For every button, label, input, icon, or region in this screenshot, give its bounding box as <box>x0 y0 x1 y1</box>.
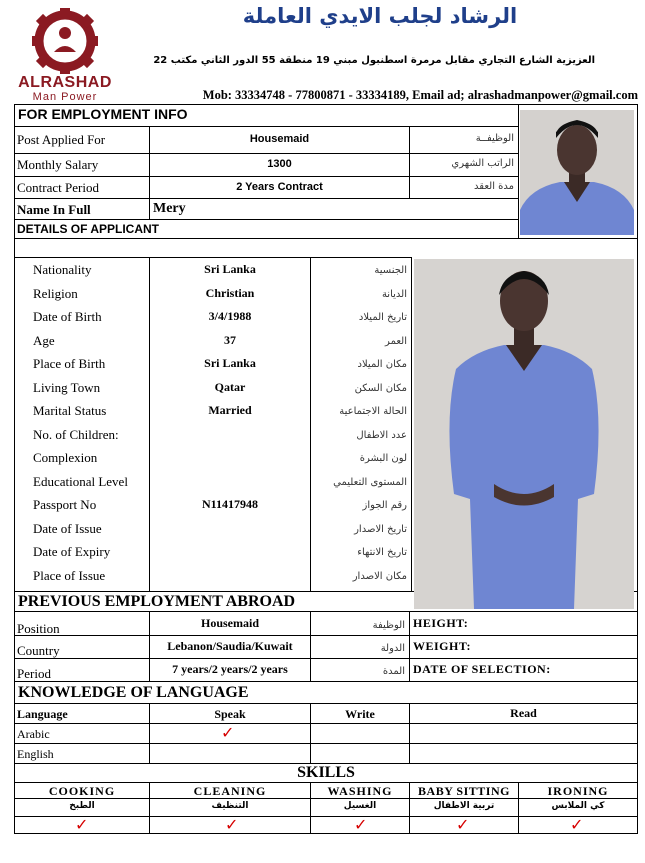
emp-label-salary: Monthly Salary <box>17 157 99 172</box>
check-icon: ✓ <box>75 815 89 834</box>
emp-label-post: Post Applied For <box>17 132 106 147</box>
applicant-label: Educational Level <box>33 473 128 489</box>
emp-value-post: Housemaid <box>249 133 310 145</box>
prev-ar-country: الدولة <box>380 643 405 654</box>
applicant-label: Living Town <box>33 379 101 395</box>
lang-col-language: Language <box>17 707 68 721</box>
lang-col-speak: Speak <box>214 707 246 721</box>
check-icon: ✓ <box>570 815 584 834</box>
emp-value-contract: 2 Years Contract <box>236 181 323 193</box>
skill-ar-ironing: كي الملابس <box>551 801 605 811</box>
applicant-label: Age <box>33 332 55 348</box>
applicant-value: Qatar <box>214 379 246 394</box>
applicant-value: 3/4/1988 <box>208 309 252 323</box>
prev-label-country: Country <box>17 643 60 658</box>
lang-col-read: Read <box>510 706 537 720</box>
applicant-label-ar: المستوى التعليمي <box>333 476 407 488</box>
check-icon: ✓ <box>456 815 470 834</box>
skill-cooking: COOKING <box>48 784 116 798</box>
lang-row-arabic: Arabic <box>17 727 50 741</box>
emp-ar-post: الوظيفــة <box>475 133 514 144</box>
skill-babysitting: BABY SITTING <box>418 784 510 798</box>
prev-ar-position: الوظيفة <box>372 620 405 631</box>
applicant-label: Place of Issue <box>33 567 106 583</box>
applicant-value: 37 <box>224 332 236 347</box>
lang-row-english: English <box>17 747 54 761</box>
name-value: Mery <box>153 201 186 216</box>
logo <box>14 6 116 103</box>
skill-ar-washing: الغسيل <box>343 801 377 811</box>
check-icon: ✓ <box>221 723 235 742</box>
language-heading: KNOWLEDGE OF LANGUAGE <box>18 684 249 701</box>
applicant-label-ar: لون البشرة <box>359 453 407 464</box>
employment-heading: FOR EMPLOYMENT INFO <box>18 106 188 122</box>
applicant-label: Place of Birth <box>33 356 106 371</box>
page-title: الرشاد لجلب الايدي العاملة <box>242 4 518 28</box>
applicant-label-ar: تاريخ الانتهاء <box>357 547 407 558</box>
prev-right-weight: WEIGHT: <box>413 639 471 653</box>
skill-ar-babysitting: تربية الاطفال <box>433 801 495 811</box>
prev-value-period: 7 years/2 years/2 years <box>172 662 288 676</box>
applicant-label: Date of Issue <box>33 520 102 536</box>
logo-gear-icon <box>14 6 116 76</box>
skills-heading: SKILLS <box>297 764 355 781</box>
applicant-value: Christian <box>205 285 255 300</box>
applicant-label-ar: مكان الميلاد <box>357 359 407 370</box>
prev-label-position: Position <box>17 621 60 636</box>
applicant-label: No. of Children: <box>33 426 119 442</box>
check-icon: ✓ <box>354 815 368 834</box>
emp-ar-contract: مدة العقد <box>474 181 514 192</box>
logo-brand: ALRASHAD <box>18 74 112 91</box>
name-label: Name In Full <box>17 202 91 217</box>
applicant-label: Passport No <box>33 497 97 512</box>
applicant-label: Religion <box>33 285 78 301</box>
emp-value-salary: 1300 <box>267 158 292 170</box>
applicant-heading: DETAILS OF APPLICANT <box>17 222 159 236</box>
applicant-label-ar: الديانة <box>381 288 407 300</box>
skill-ar-cooking: الطبخ <box>69 801 95 811</box>
lang-col-write: Write <box>345 707 375 721</box>
applicant-value: Sri Lanka <box>204 262 256 276</box>
applicant-label-ar: رقم الجواز <box>362 500 407 511</box>
applicant-value: Sri Lanka <box>204 356 256 370</box>
applicant-label-ar: مكان السكن <box>354 382 407 394</box>
skill-ar-cleaning: التنظيف <box>211 801 249 811</box>
contact-line: Mob: 33334748 - 77800871 - 33334189, Email ad; alrashadmanpower@gmail.com <box>202 88 638 102</box>
prev-right-height: HEIGHT: <box>413 616 469 630</box>
check-icon: ✓ <box>225 815 239 834</box>
applicant-label-ar: تاريخ الميلاد <box>358 312 407 323</box>
applicant-value: Married <box>208 403 252 417</box>
applicant-value: N11417948 <box>201 497 258 511</box>
skill-washing: WASHING <box>327 784 393 798</box>
applicant-label-ar: تاريخ الاصدار <box>354 523 407 535</box>
applicant-label: Date of Birth <box>33 309 102 324</box>
prev-right-selection: DATE OF SELECTION: <box>413 662 551 676</box>
prev-label-period: Period <box>17 666 51 681</box>
full-photo <box>414 259 634 609</box>
applicant-label: Complexion <box>33 450 98 465</box>
emp-label-contract: Contract Period <box>17 180 99 195</box>
logo-sub: Man Power <box>32 91 98 103</box>
skill-ironing: IRONING <box>547 784 609 798</box>
applicant-label-ar: مكان الاصدار <box>352 570 407 582</box>
applicant-label: Date of Expiry <box>33 544 111 559</box>
applicant-label-ar: الحالة الاجتماعية <box>339 406 407 417</box>
applicant-label-ar: عدد الاطفال <box>356 429 407 441</box>
passport-photo <box>520 110 634 235</box>
applicant-label-ar: العمر <box>385 335 407 347</box>
prev-ar-period: المدة <box>382 666 405 677</box>
previous-heading: PREVIOUS EMPLOYMENT ABROAD <box>18 593 296 610</box>
prev-value-position: Housemaid <box>200 616 259 630</box>
prev-value-country: Lebanon/Saudia/Kuwait <box>167 639 293 653</box>
applicant-label: Marital Status <box>33 403 107 418</box>
applicant-label: Nationality <box>33 262 92 277</box>
applicant-label-ar: الجنسية <box>374 265 407 276</box>
address: العزيزية الشارع التجاري مقابل مرمرة اسطنبول مبني 19 منطقة 55 الدور الثاني مكتب 22 <box>153 55 595 66</box>
emp-ar-salary: الراتب الشهري <box>451 158 514 169</box>
skill-cleaning: CLEANING <box>193 784 267 798</box>
